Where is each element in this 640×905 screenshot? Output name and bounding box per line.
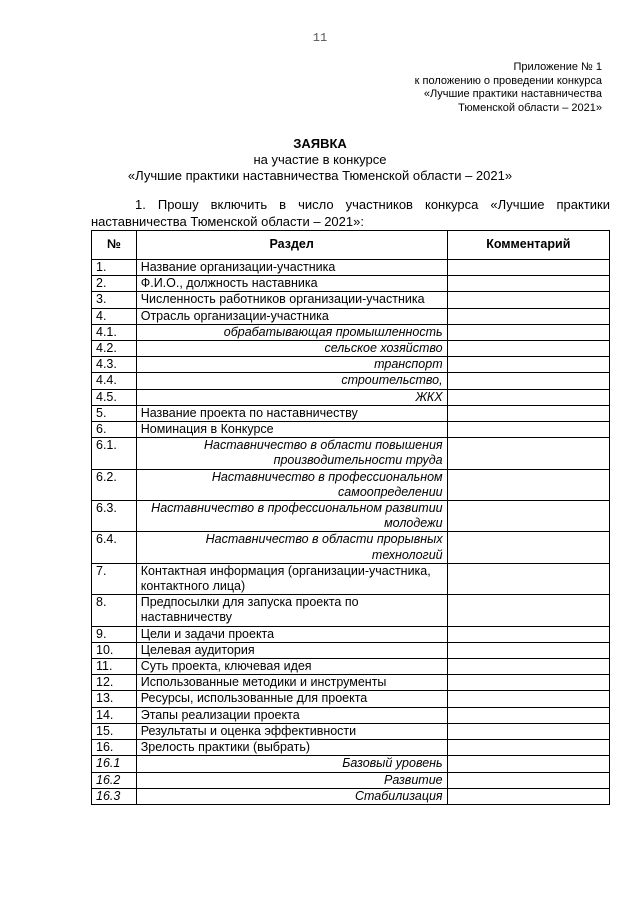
table-row (92, 469, 610, 500)
row-section: Предпосылки для запуска проекта по наставничеству (136, 595, 447, 626)
row-comment-cell[interactable] (447, 723, 609, 739)
table-row (92, 707, 610, 723)
row-section: Номинация в Конкурсе (136, 422, 447, 438)
row-number: 6.2. (92, 469, 137, 500)
row-section: Целевая аудитория (136, 642, 447, 658)
row-comment-cell[interactable] (447, 373, 609, 389)
row-number: 4. (92, 308, 137, 324)
row-number: 4.3. (92, 357, 137, 373)
row-section: Численность работников организации-участника (136, 292, 447, 308)
row-number: 11. (92, 659, 137, 675)
table-row (92, 723, 610, 739)
row-comment-cell[interactable] (447, 422, 609, 438)
row-section: строительство, (136, 373, 447, 389)
row-comment-cell[interactable] (447, 642, 609, 658)
row-section: Зрелость практики (выбрать) (136, 740, 447, 756)
row-number: 6.4. (92, 532, 137, 563)
row-comment-cell[interactable] (447, 357, 609, 373)
row-comment-cell[interactable] (447, 438, 609, 469)
row-number: 10. (92, 642, 137, 658)
table-row (92, 740, 610, 756)
row-section: обрабатывающая промышленность (136, 324, 447, 340)
row-comment-cell[interactable] (447, 772, 609, 788)
row-comment-cell[interactable] (447, 659, 609, 675)
table-row (92, 595, 610, 626)
row-number: 16. (92, 740, 137, 756)
row-comment-cell[interactable] (447, 324, 609, 340)
row-number: 16.2 (92, 772, 137, 788)
row-section: Использованные методики и инструменты (136, 675, 447, 691)
row-number: 16.1 (92, 756, 137, 772)
table-row (92, 373, 610, 389)
row-number: 2. (92, 276, 137, 292)
row-comment-cell[interactable] (447, 469, 609, 500)
appendix-line: к положению о проведении конкурса (414, 74, 602, 87)
row-number: 12. (92, 675, 137, 691)
row-comment-cell[interactable] (447, 563, 609, 594)
page-number: 11 (312, 31, 328, 45)
row-number: 4.5. (92, 389, 137, 405)
row-number: 4.2. (92, 341, 137, 357)
row-comment-cell[interactable] (447, 756, 609, 772)
row-section: Наставничество в профессиональном развитии молодежи (136, 501, 447, 532)
table-row (92, 292, 610, 308)
table-row (92, 324, 610, 340)
appendix-line: Тюменской области – 2021» (458, 101, 602, 114)
row-section: Наставничество в профессиональном самоопределении (136, 469, 447, 500)
table-row (92, 501, 610, 532)
column-header-comment: Комментарий (447, 231, 609, 260)
row-comment-cell[interactable] (447, 405, 609, 421)
table-row (92, 626, 610, 642)
intro-paragraph: 1. Прошу включить в число участников конкурса «Лучшие практики наставничества Тюменской области – 2021»: (91, 197, 610, 229)
row-section: Контактная информация (организации-участника, контактного лица) (136, 563, 447, 594)
row-section: Суть проекта, ключевая идея (136, 659, 447, 675)
row-section: Отрасль организации-участника (136, 308, 447, 324)
row-comment-cell[interactable] (447, 292, 609, 308)
row-number: 6.1. (92, 438, 137, 469)
column-header-section: Раздел (136, 231, 447, 260)
table-row (92, 260, 610, 276)
row-section: Название проекта по наставничеству (136, 405, 447, 421)
table-row (92, 756, 610, 772)
table-row (92, 341, 610, 357)
table-row (92, 405, 610, 421)
appendix-note (415, 61, 602, 115)
row-section: Цели и задачи проекта (136, 626, 447, 642)
row-number: 9. (92, 626, 137, 642)
table-row (92, 563, 610, 594)
document-subtitle: на участие в конкурсе (253, 152, 387, 167)
row-section: Стабилизация (136, 788, 447, 804)
table-row (92, 389, 610, 405)
document-heading (0, 136, 640, 184)
table-row (92, 788, 610, 804)
row-section: Наставничество в области прорывных технологий (136, 532, 447, 563)
row-comment-cell[interactable] (447, 389, 609, 405)
row-section: Базовый уровень (136, 756, 447, 772)
row-number: 16.3 (92, 788, 137, 804)
row-number: 6. (92, 422, 137, 438)
row-section: Наставничество в области повышения производительности труда (136, 438, 447, 469)
row-number: 1. (92, 260, 137, 276)
row-number: 7. (92, 563, 137, 594)
table-row (92, 357, 610, 373)
row-comment-cell[interactable] (447, 788, 609, 804)
table-row (92, 691, 610, 707)
row-comment-cell[interactable] (447, 308, 609, 324)
row-number: 8. (92, 595, 137, 626)
row-section: сельское хозяйство (136, 341, 447, 357)
table-row (92, 772, 610, 788)
row-number: 13. (92, 691, 137, 707)
row-section: Развитие (136, 772, 447, 788)
row-section: Этапы реализации проекта (136, 707, 447, 723)
row-comment-cell[interactable] (447, 675, 609, 691)
column-header-number: № (92, 231, 137, 260)
table-header-row (92, 231, 610, 260)
table-row (92, 276, 610, 292)
row-comment-cell[interactable] (447, 260, 609, 276)
row-section: Ресурсы, использованные для проекта (136, 691, 447, 707)
application-table (91, 230, 610, 805)
row-number: 15. (92, 723, 137, 739)
appendix-line: Приложение № 1 (513, 61, 602, 73)
table-row (92, 532, 610, 563)
row-section: Результаты и оценка эффективности (136, 723, 447, 739)
row-section: ЖКХ (136, 389, 447, 405)
row-number: 4.4. (92, 373, 137, 389)
row-comment-cell[interactable] (447, 707, 609, 723)
row-comment-cell[interactable] (447, 740, 609, 756)
row-number: 6.3. (92, 501, 137, 532)
contest-name: «Лучшие практики наставничества Тюменской области – 2021» (127, 168, 513, 183)
row-number: 5. (92, 405, 137, 421)
row-comment-cell[interactable] (447, 341, 609, 357)
row-section: транспорт (136, 357, 447, 373)
row-comment-cell[interactable] (447, 501, 609, 532)
row-number: 14. (92, 707, 137, 723)
table-row (92, 422, 610, 438)
row-comment-cell[interactable] (447, 532, 609, 563)
document-title: ЗАЯВКА (293, 136, 347, 151)
row-section: Ф.И.О., должность наставника (136, 276, 447, 292)
row-comment-cell[interactable] (447, 626, 609, 642)
row-comment-cell[interactable] (447, 691, 609, 707)
row-section: Название организации-участника (136, 260, 447, 276)
row-number: 4.1. (92, 324, 137, 340)
appendix-line: «Лучшие практики наставничества (423, 88, 602, 100)
row-comment-cell[interactable] (447, 276, 609, 292)
row-comment-cell[interactable] (447, 595, 609, 626)
row-number: 3. (92, 292, 137, 308)
table-row (92, 438, 610, 469)
table-row (92, 642, 610, 658)
table-row (92, 659, 610, 675)
table-row (92, 308, 610, 324)
table-row (92, 675, 610, 691)
